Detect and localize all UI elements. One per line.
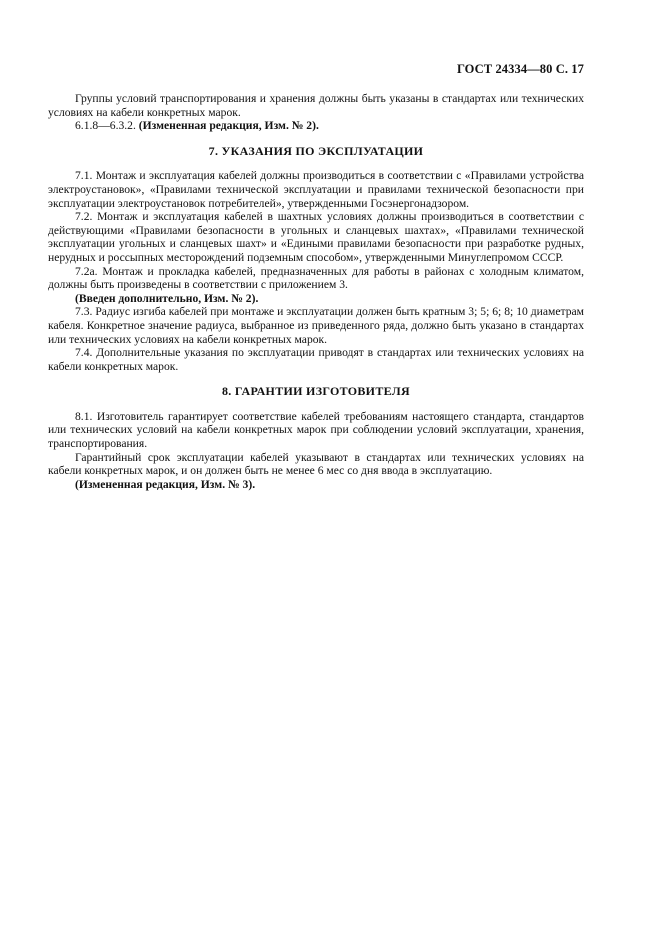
- clause-8-1: 8.1. Изготовитель гарантирует соответствие кабелей требованиям настоящего стандарта, стандартов или технических условий на кабели конкретных марок при соблюдении условий эксплуатации, хранения, транспортирования.: [48, 409, 584, 451]
- amendment-note: (Измененная редакция, Изм. № 2).: [138, 119, 319, 133]
- clause-7-2a-note: (Введен дополнительно, Изм. № 2).: [75, 291, 259, 305]
- clause-range: 6.1.8—6.3.2.: [75, 119, 139, 133]
- clause-7-2: 7.2. Монтаж и эксплуатация кабелей в шахтных условиях должны производиться в соответствии с действующими «Правилами безопасности в угольных и сланцевых шахтах», «Правилами технической эксплуатации угольных и сланцевых шахт» и «Едиными правилами безопасности при разработке рудных, нерудных и россыпных месторождений подземным способом», утвержденными Минуглепромом СССР.: [48, 210, 584, 264]
- section-8-heading: 8. ГАРАНТИИ ИЗГОТОВИТЕЛЯ: [222, 384, 410, 399]
- amendment-line: [48, 119, 584, 133]
- clause-8-note: (Измененная редакция, Изм. № 3).: [75, 477, 256, 491]
- clause-7-4: 7.4. Дополнительные указания по эксплуатации приводят в стандартах или технических условиях на кабели конкретных марок.: [48, 346, 584, 373]
- document-body: [48, 92, 584, 491]
- clause-7-1: 7.1. Монтаж и эксплуатация кабелей должны производиться в соответствии с «Правилами устройства электроустановок», «Правилами технической эксплуатации и правилами технической безопасности при эксплуатации электроустановок потребителей», утвержденными Госэнергонадзором.: [48, 169, 584, 210]
- intro-paragraph: Группы условий транспортирования и хранения должны быть указаны в стандартах или технических условиях на кабели конкретных марок.: [48, 92, 584, 119]
- clause-7-2a: 7.2а. Монтаж и прокладка кабелей, предназначенных для работы в районах с холодным климатом, должны быть произведены в соответствии с приложением 3.: [48, 264, 584, 292]
- section-7-heading: 7. УКАЗАНИЯ ПО ЭКСПЛУАТАЦИИ: [208, 143, 424, 158]
- clause-8-2: Гарантийный срок эксплуатации кабелей указывают в стандартах или технических условиях на кабели конкретных марок, и он должен быть не менее 6 мес со дня ввода в эксплуатацию.: [48, 450, 584, 478]
- clause-7-3: 7.3. Радиус изгиба кабелей при монтаже и эксплуатации должен быть кратным 3; 5; 6; 8; 10 диаметрам кабеля. Конкретное значение радиуса, выбранное из приведенного ряда, должно быть указано в стандартах или технических условиях на кабели конкретных марок.: [48, 305, 584, 346]
- page-header: ГОСТ 24334—80 С. 17: [456, 62, 584, 76]
